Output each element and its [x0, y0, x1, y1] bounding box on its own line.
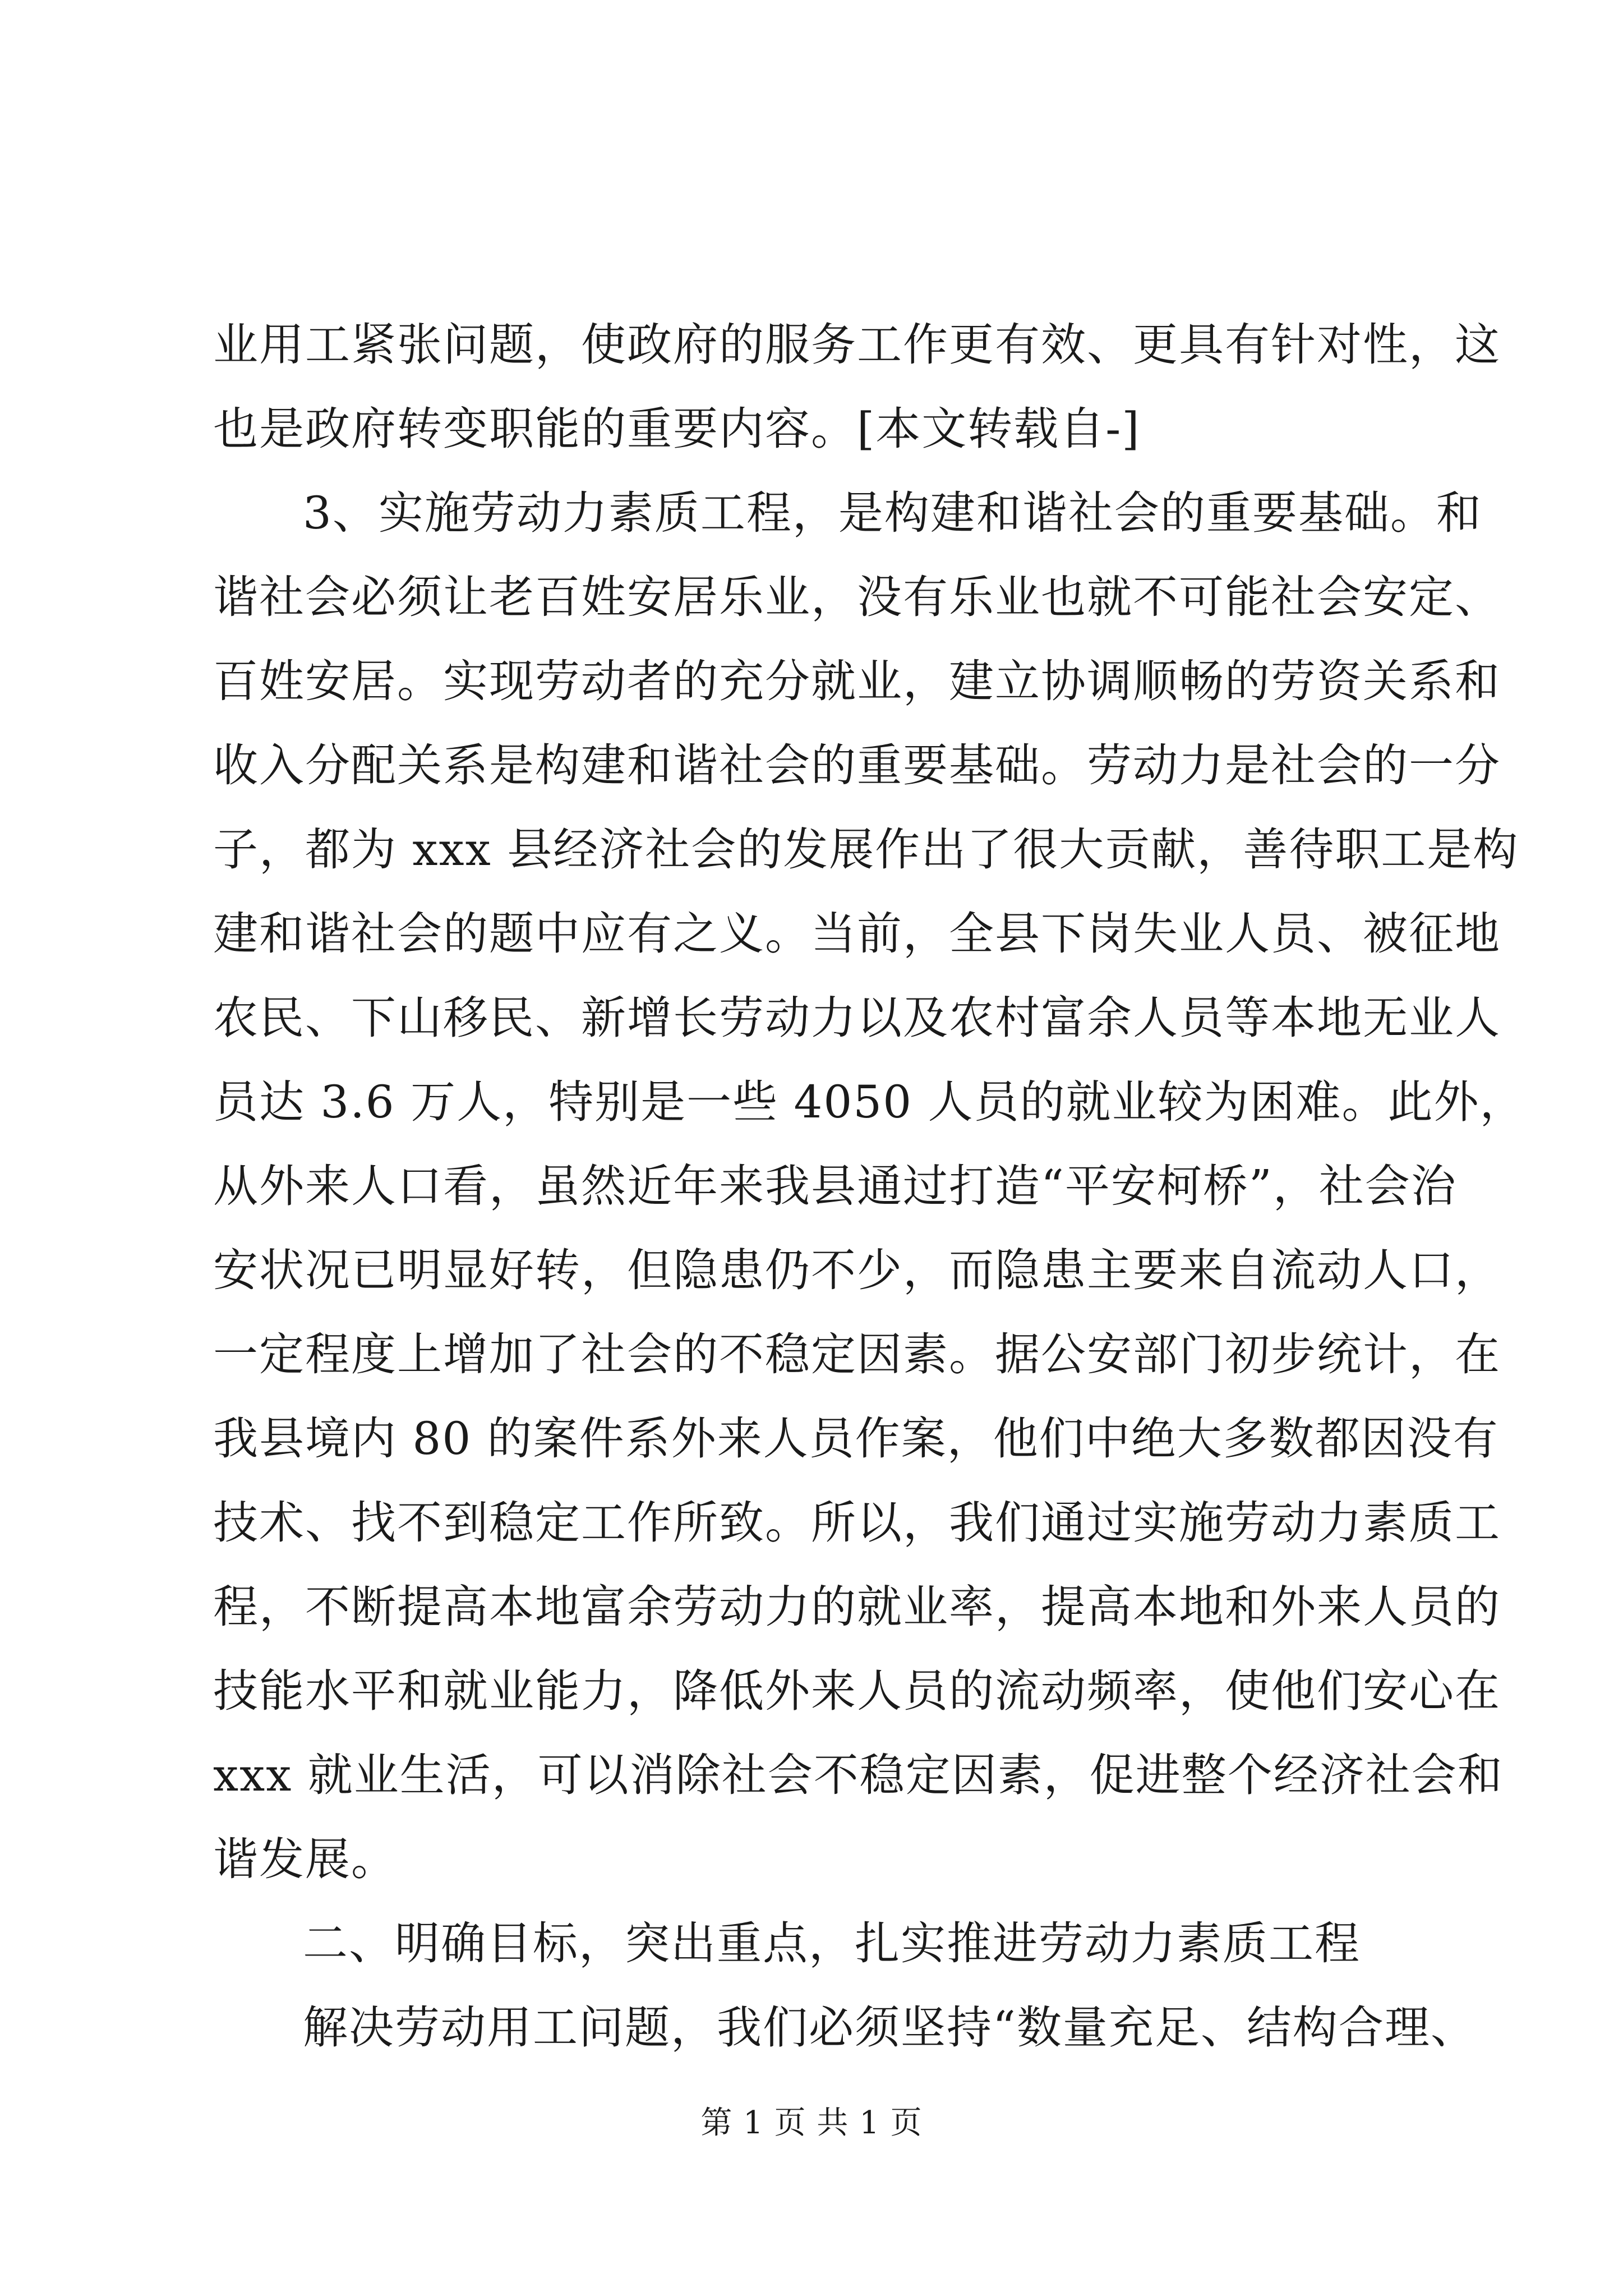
text-line: 收入分配关系是构建和谐社会的重要基础。劳动力是社会的一分: [213, 739, 1501, 792]
document-body: [213, 303, 1526, 2070]
text-line: 谐发展。: [213, 1833, 397, 1885]
text-line: 程，不断提高本地富余劳动力的就业率，提高本地和外来人员的: [213, 1581, 1501, 1633]
text-line: 员达 3.6 万人，特别是一些 4050 人员的就业较为困难。此外，: [213, 1076, 1526, 1128]
text-line: xxx 就业生活，可以消除社会不稳定因素，促进整个经济社会和: [213, 1749, 1504, 1801]
text-line: 一定程度上增加了社会的不稳定因素。据公安部门初步统计，在: [213, 1328, 1501, 1381]
text-line: 业用工紧张问题，使政府的服务工作更有效、更具有针对性，这: [213, 319, 1501, 371]
text-line: 百姓安居。实现劳动者的充分就业，建立协调顺畅的劳资关系和: [213, 655, 1501, 707]
text-line: 技能水平和就业能力，降低外来人员的流动频率，使他们安心在: [213, 1665, 1501, 1717]
text-line: 建和谐社会的题中应有之义。当前，全县下岗失业人员、被征地: [213, 908, 1501, 960]
text-line: 二、明确目标，突出重点，扎实推进劳动力素质工程: [303, 1917, 1361, 1970]
text-line: 我县境内 80 的案件系外来人员作案，他们中绝大多数都因没有: [213, 1412, 1499, 1465]
text-line: 子，都为 xxx 县经济社会的发展作出了很大贡献，善待职工是构: [213, 823, 1519, 876]
text-line: 技术、找不到稳定工作所致。所以，我们通过实施劳动力素质工: [213, 1497, 1501, 1549]
text-line: 解决劳动用工问题，我们必须坚持“数量充足、结构合理、: [303, 2001, 1477, 2054]
text-line: 3、实施劳动力素质工程，是构建和谐社会的重要基础。和: [303, 487, 1482, 539]
text-line: 谐社会必须让老百姓安居乐业，没有乐业也就不可能社会安定、: [213, 571, 1501, 623]
text-line: 也是政府转变职能的重要内容。[本文转载自-]: [213, 403, 1141, 455]
text-line: 安状况已明显好转，但隐患仍不少，而隐患主要来自流动人口，: [213, 1244, 1501, 1296]
page-footer: 第 1 页 共 1 页: [700, 2105, 923, 2141]
text-line: 从外来人口看，虽然近年来我县通过打造“平安柯桥”，社会治: [213, 1160, 1457, 1212]
text-line: 农民、下山移民、新增长劳动力以及农村富余人员等本地无业人: [213, 992, 1501, 1044]
